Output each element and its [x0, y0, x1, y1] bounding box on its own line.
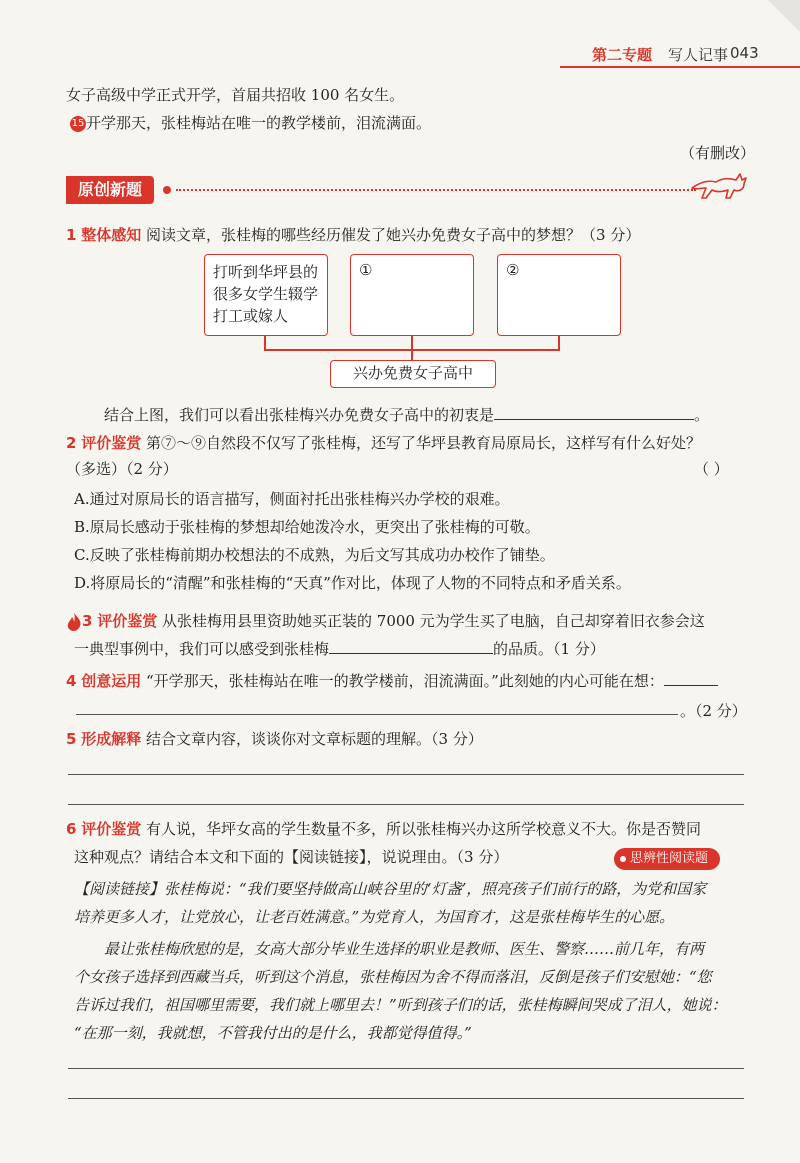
- paragraph-text: 开学那天，张桂梅站在唯一的教学楼前，泪流满面。: [86, 114, 432, 132]
- connector: [264, 336, 266, 350]
- question-tag: 评价鉴赏: [81, 820, 142, 838]
- banner-dotted-line: [176, 189, 696, 191]
- question-text: 第⑦～⑨自然段不仅写了张桂梅，还写了华坪县教育局原局长，这样写有什么好处？: [146, 434, 702, 452]
- diagram-box-result: 兴办免费女子高中: [330, 360, 496, 388]
- question-6-line2: 这种观点？请结合本文和下面的【阅读链接】，说说理由。（3 分）: [74, 848, 509, 866]
- paragraph-15: [70, 112, 431, 133]
- question-text: 阅读文章，张桂梅的哪些经历催发了她兴办免费女子高中的梦想？（3 分）: [146, 226, 641, 244]
- option-a[interactable]: A.通过对原局长的语言描写，侧面衬托出张桂梅兴办学校的艰难。: [74, 490, 510, 508]
- question-tag: 创意运用: [81, 672, 142, 690]
- question-number: 5: [66, 730, 77, 748]
- question-number: 3: [82, 612, 93, 630]
- option-d[interactable]: D.将原局长的“清醒”和张桂梅的“天真”作对比，体现了人物的不同特点和矛盾关系。: [74, 574, 631, 592]
- edit-note: （有删改）: [680, 144, 756, 162]
- option-c[interactable]: C.反映了张桂梅前期办校想法的不成熟，为后文写其成功办校作了铺垫。: [74, 546, 555, 564]
- diagram-box-answer-1[interactable]: ①: [350, 254, 474, 336]
- question-text: 的品质。（1 分）: [493, 640, 605, 658]
- answer-line[interactable]: [68, 774, 744, 775]
- score-note: 。（2 分）: [680, 702, 747, 720]
- question-number: 1: [66, 226, 77, 244]
- question-number: 2: [66, 434, 77, 452]
- section-banner: 原创新题: [66, 176, 154, 204]
- question-3: [66, 610, 705, 631]
- diagram-box-answer-2[interactable]: ②: [497, 254, 621, 336]
- answer-blank[interactable]: [664, 685, 718, 686]
- header-rule: [560, 66, 800, 68]
- answer-line[interactable]: [68, 1068, 744, 1069]
- reading-link-line: 告诉过我们，祖国哪里需要，我们就上哪里去！”听到孩子们的话，张桂梅瞬间哭成了泪人，她说：: [74, 996, 727, 1014]
- connector: [411, 336, 413, 350]
- diagram-box-given: 打听到华坪县的很多女学生辍学打工或嫁人: [204, 254, 328, 336]
- question-tag: 形成解释: [81, 730, 142, 748]
- question-tag: 评价鉴赏: [81, 434, 142, 452]
- flame-icon: [66, 613, 82, 631]
- section-title: 写人记事: [668, 46, 729, 64]
- question-number: 4: [66, 672, 77, 690]
- question-text: 一典型事例中，我们可以感受到张桂梅: [74, 640, 330, 658]
- question-tag: 评价鉴赏: [97, 612, 158, 630]
- question-3-line2: [74, 638, 605, 659]
- section-label: 第二专题: [592, 46, 653, 64]
- reading-link-line: “在那一刻，我就想，不管我付出的是什么，我都觉得值得。”: [74, 1024, 472, 1042]
- cat-icon: [690, 168, 748, 202]
- page-number: 043: [730, 44, 759, 62]
- question-5: [66, 728, 483, 749]
- answer-blank[interactable]: [494, 419, 694, 420]
- question-text: 有人说，华坪女高的学生数量不多，所以张桂梅兴办这所学校意义不大。你是否赞同: [146, 820, 702, 838]
- question-1: [66, 224, 640, 245]
- critical-reading-badge: [614, 848, 720, 870]
- reading-link-line: 最让张桂梅欣慰的是，女高大部分毕业生选择的职业是教师、医生、警察……前几年，有两: [104, 940, 705, 958]
- paragraph-number: 15: [70, 116, 86, 132]
- banner-dot: [163, 186, 171, 194]
- passage-line: 女子高级中学正式开学，首届共招收 100 名女生。: [66, 86, 405, 104]
- option-b[interactable]: B.原局长感动于张桂梅的梦想却给她泼冷水，更突出了张桂梅的可敬。: [74, 518, 540, 536]
- question-text: 结合文章内容，谈谈你对文章标题的理解。（3 分）: [146, 730, 483, 748]
- question-number: 6: [66, 820, 77, 838]
- question-text: 从张桂梅用县里资助她买正装的 7000 元为学生买了电脑，自己却穿着旧衣参会这: [162, 612, 705, 630]
- question-tag: 整体感知: [81, 226, 142, 244]
- reading-link-line: 培养更多人才，让党放心，让老百姓满意。”为党育人，为国育才，这是张桂梅毕生的心愿。: [74, 908, 675, 926]
- badge-dot: [620, 856, 626, 862]
- question-4: [66, 670, 718, 691]
- answer-line[interactable]: [68, 1098, 744, 1099]
- reading-link-line: 个女孩子选择到西藏当兵，听到这个消息，张桂梅因为舍不得而落泪，反倒是孩子们安慰她：“您: [74, 968, 712, 986]
- page-corner-shade: [768, 0, 800, 32]
- reading-link-line: 【阅读链接】张桂梅说：“我们要坚持做高山峡谷里的‘灯盏’，照亮孩子们前行的路，为党和国家: [74, 880, 707, 898]
- conclusion-end: 。: [694, 406, 710, 424]
- answer-line[interactable]: [68, 804, 744, 805]
- badge-label: 思辨性阅读题: [630, 851, 709, 866]
- connector: [558, 336, 560, 350]
- conclusion-text: 结合上图，我们可以看出张桂梅兴办免费女子高中的初衷是: [104, 406, 495, 424]
- question-1-conclusion: [104, 404, 709, 425]
- question-2-line2: （多选）（2 分）: [66, 460, 178, 478]
- question-2: [66, 432, 701, 453]
- question-6: [66, 818, 701, 839]
- answer-paren[interactable]: （ ）: [694, 460, 729, 478]
- question-text: “开学那天，张桂梅站在唯一的教学楼前，泪流满面。”此刻她的内心可能在想：: [146, 672, 664, 690]
- answer-blank[interactable]: [329, 653, 493, 654]
- answer-line[interactable]: [76, 714, 678, 715]
